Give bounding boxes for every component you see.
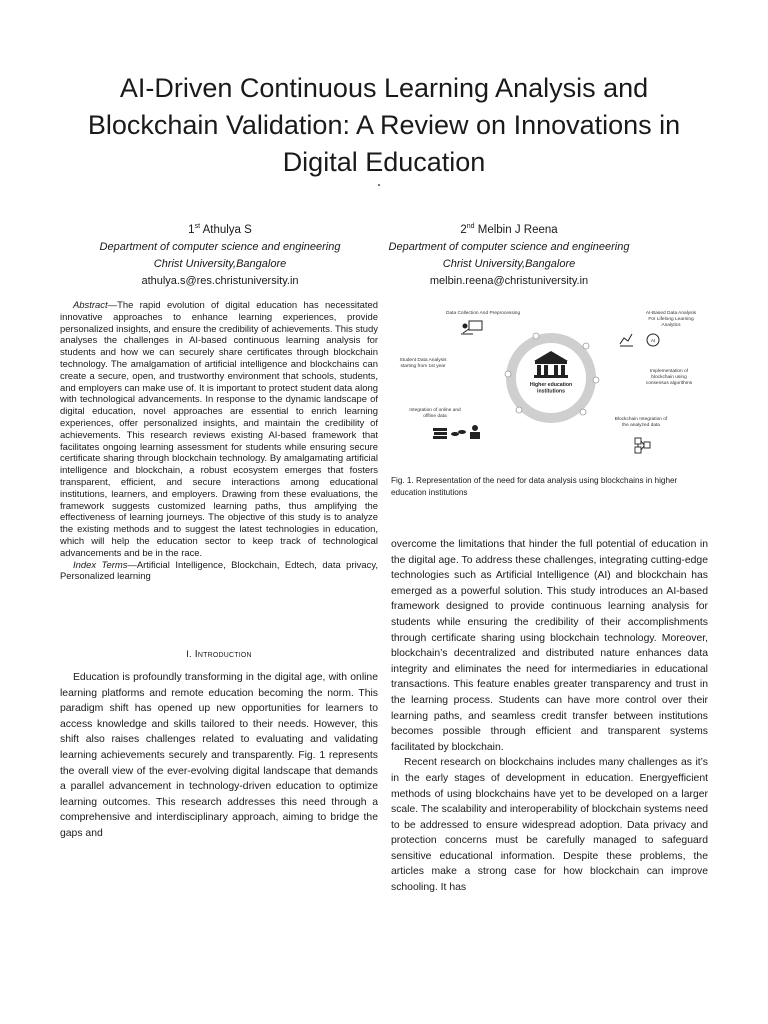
title-line-2: Blockchain Validation: A Review on Innovations in: [87, 110, 681, 140]
author-department: Department of computer science and engineering: [388, 240, 630, 253]
abstract: [60, 300, 378, 583]
author-block-1: [70, 218, 370, 290]
right-paragraph-2: Recent research on blockchains includes many challenges as it’s in the early stages of development in education. Energyefficient methods of using blockchains have yet to be developed on a larger scale. The scalability and interoperability of blockchain systems need to be addressed to ensure widespread adoption. Data privacy and protection concerns must be carefully managed to safeguard sensitive educational information. Despite these problems, the articles make a strong case for how blockchain can improve schooling. It has: [391, 757, 708, 894]
author-block-2: [359, 218, 659, 290]
stray-dot: [378, 184, 380, 186]
node-label-integration-1: Integration of online and: [409, 408, 461, 413]
node-label-student-data-1: Student Data Analysis: [399, 358, 447, 363]
section-number: I.: [186, 649, 192, 660]
abstract-label: Abstract: [73, 300, 108, 311]
author-email: melbin.reena@christuniversity.in: [429, 274, 589, 287]
title-line-1: AI-Driven Continuous Learning Analysis and: [119, 73, 649, 103]
node-label-data-collection: Data Collection And Preprocessing: [446, 311, 521, 316]
figure-1: [391, 300, 708, 468]
node-label-implementation-3: consensus algorithms: [645, 381, 693, 386]
abstract-paragraph: [60, 300, 378, 560]
ai-analytics-icon: [620, 334, 659, 346]
paper-title: [40, 70, 728, 181]
node-label-blockchain-integration-2: the analyzed data: [622, 423, 660, 428]
author-institution: Christ University,Bangalore: [442, 257, 576, 270]
svg-text:AI: AI: [650, 338, 656, 343]
node-label-blockchain-integration-1: Blockchain Integration of: [614, 417, 668, 422]
center-label-line-2: institutions: [537, 388, 565, 395]
node-label-student-data-2: starting from 1st year: [400, 364, 446, 369]
figure-diagram: [391, 300, 708, 468]
node-label-ai-analysis-3: Analytics: [661, 323, 681, 328]
network-cube-icon: [635, 438, 650, 453]
title-line-3: Digital Education: [282, 147, 486, 177]
presentation-icon: [461, 321, 482, 334]
node-label-implementation-1: Implementation of: [649, 369, 689, 374]
index-terms-label: Index Terms: [73, 559, 128, 571]
node-label-implementation-2: blockchain using: [651, 375, 687, 380]
books-devices-icon: [433, 425, 480, 439]
section-heading: [60, 648, 378, 660]
author-name: 1st Athulya S: [188, 223, 252, 236]
author-email: athulya.s@res.christuniversity.in: [141, 274, 299, 287]
abstract-text: —The rapid evolution of digital education has necessitated innovative approaches to enhance learning experiences, provide personalized insights, and ensure the credibility of achievements. This study analyses the challenges in AI-based continuous learning analysis for students and how we can securely share certificates through blockchain technology. The amalgamation of artificial intelligence and blockchains can create a secure, open, and trustworthy environment that schools, students, and employers can make use of. It is important to protect student data along with technological advancements. In response to the dynamic landscape of digital education, novel approaches are essential to enrich learning experiences, offer personalized insights, and maintain the credibility of achievements. This research reviews existing AI-based framework that facilitates ongoing learning assessment for students while ensuring secure certificate sharing through blockchain technology. By amalgamating artificial intelligence and blockchain, a robust ecosystem emerges that fosters transparent, efficient, and secure interactions among educational institutions, learners, and employers. Drawing from these evaluations, the framework suggests customized learning paths, thus amplifying the effectiveness of learning journeys. The objective of this study is to analyze the existing methods and to suggest the latest technologies in education, which will help the education sector to keep track of technological advancements and be in the race.: [60, 300, 378, 559]
index-terms: [60, 560, 378, 584]
figure-caption: Fig. 1. Representation of the need for data analysis using blockchains in higher education institutions: [391, 476, 678, 497]
section-title: Introduction: [194, 648, 252, 660]
node-label-ai-analysis-2: For Lifelong Learning: [648, 317, 694, 322]
author-department: Department of computer science and engineering: [99, 240, 341, 253]
intro-paragraph: Education is profoundly transforming in the digital age, with online learning platforms and remote education becoming the norm. This paradigm shift has opened up new opportunities for learners to access knowledge and skills tailored to their needs. However, this shift also raises challenges related to evaluating and validating learning achievements securely and transparently. Fig. 1 represents the overall view of the ever-evolving digital landscape that demands a parallel advancement in technology-driven education to optimize learning outcomes. This research addresses this need through a comprehensive and interdisciplinary approach, aiming to bridge the gaps and: [60, 672, 378, 839]
index-terms-text: —Artificial Intelligence, Blockchain, Edtech, data privacy, Personalized learning: [60, 559, 378, 583]
node-label-ai-analysis-1: AI-Based Data Analysis: [645, 311, 697, 316]
right-column-body: [391, 537, 708, 896]
author-name: 2nd Melbin J Reena: [460, 223, 558, 236]
right-paragraph-1: overcome the limitations that hinder the full potential of education in the digital age. To address these challenges, integrating cutting-edge technologies such as Artificial Intelligence (AI) and blockchain has emerged as a powerful solution. This study introduces an AI-based framework designed to provide continuous learning analysis for students while ensuring the credibility of their accomplishments through certificate sharing using blockchain technology. Moreover, blockchain’s decentralized and distributed nature enhances data integrity and eliminates the need for intermediaries in educational transactions. This feature enables greater transparency and trust in the learning process. Students can have more control over their learning paths, and seamless credit transfer between institutions becomes possible through efficient and transparent systems facilitated by blockchain.: [391, 539, 708, 753]
center-label-line-1: Higher education: [529, 382, 573, 388]
author-institution: Christ University,Bangalore: [153, 257, 287, 270]
introduction-body: [60, 670, 378, 842]
node-label-integration-2: offline data: [423, 414, 447, 419]
